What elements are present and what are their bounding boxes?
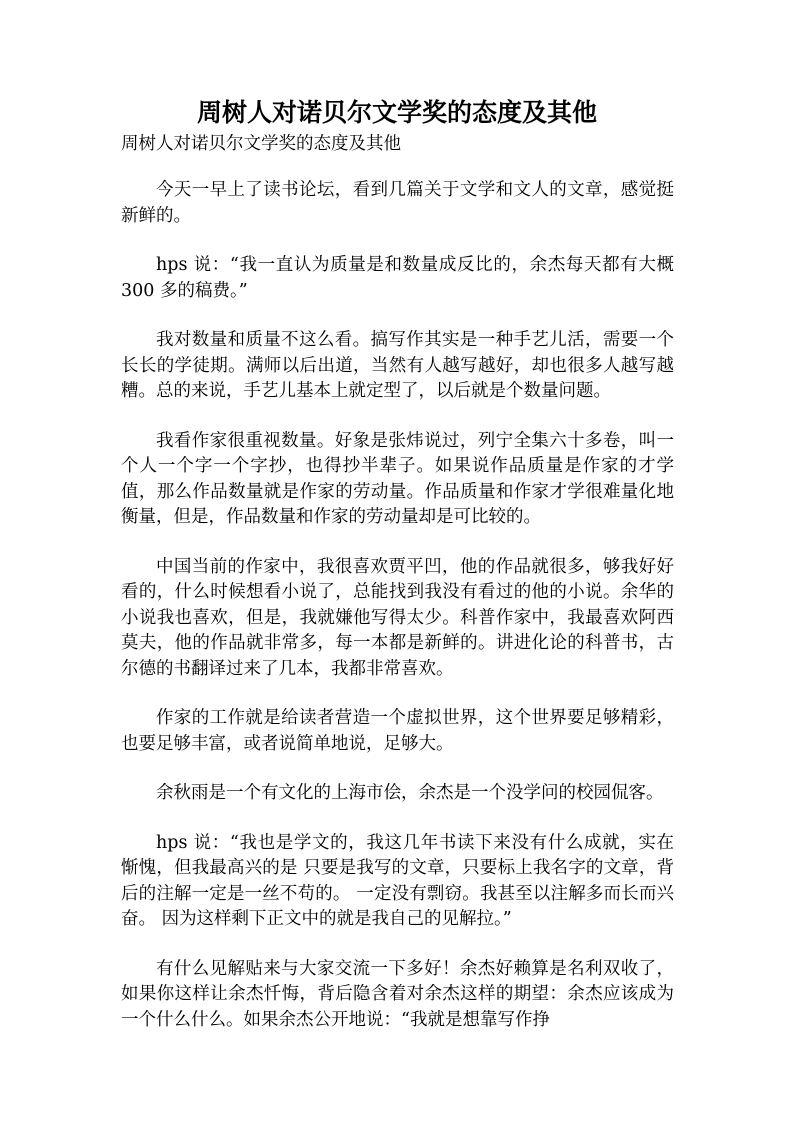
paragraph: 我对数量和质量不这么看。搞写作其实是一种手艺儿活，需要一个长长的学徒期。满师以后出道，当然有人越写越好，却也很多人越写越糟。总的来说，手艺儿基本上就定型了，以后就是个数量问题。 [121, 330, 674, 401]
paragraph: 有什么见解贴来与大家交流一下多好！余杰好赖算是名利双收了，如果你这样让余杰忏悔，背后隐含着对余杰这样的期望：余杰应该成为一个什么什么。如果余杰公开地说：“我就是想靠写作挣 [121, 958, 674, 1030]
document-subtitle: 周树人对诺贝尔文学奖的态度及其他 [121, 134, 401, 154]
paragraph: 今天一早上了读书论坛，看到几篇关于文学和文人的文章，感觉挺新鲜的。 [121, 180, 674, 226]
document-title: 周树人对诺贝尔文学奖的态度及其他 [196, 98, 597, 127]
paragraph: hps 说：“我也是学文的，我这几年书读下来没有什么成就，实在惭愧，但我最高兴的是 只要是我写的文章，只要标上我名字的文章，背后的注解一定是一丝不苟的。 一定没有剽窃。我甚至以注解多而长而兴奋。 因为这样剩下正文中的就是我自己的见解拉。” [121, 832, 674, 929]
paragraph: hps 说：“我一直认为质量是和数量成反比的，余杰每天都有大概 300 多的稿费。” [121, 255, 674, 301]
document-body [121, 178, 674, 1057]
paragraph: 中国当前的作家中，我很喜欢贾平凹，他的作品就很多，够我好好看的，什么时候想看小说了，总能找到我没有看过的他的小说。余华的小说我也喜欢，但是，我就嫌他写得太少。科普作家中，我最喜欢阿西莫夫，他的作品就非常多，每一本都是新鲜的。讲进化论的科普书，古尔德的书翻译过来了几本，我都非常喜欢。 [121, 556, 674, 679]
paragraph: 作家的工作就是给读者营造一个虚拟世界，这个世界要足够精彩，也要足够丰富，或者说简单地说，足够大。 [121, 708, 674, 754]
paragraph: 我看作家很重视数量。好象是张炜说过，列宁全集六十多卷，叫一个人一个字一个字抄，也得抄半辈子。如果说作品质量是作家的才学值，那么作品数量就是作家的劳动量。作品质量和作家才学很难量化地衡量，但是，作品数量和作家的劳动量却是可比较的。 [121, 430, 674, 527]
paragraph: 余秋雨是一个有文化的上海市侩，余杰是一个没学问的校园侃客。 [156, 783, 664, 803]
